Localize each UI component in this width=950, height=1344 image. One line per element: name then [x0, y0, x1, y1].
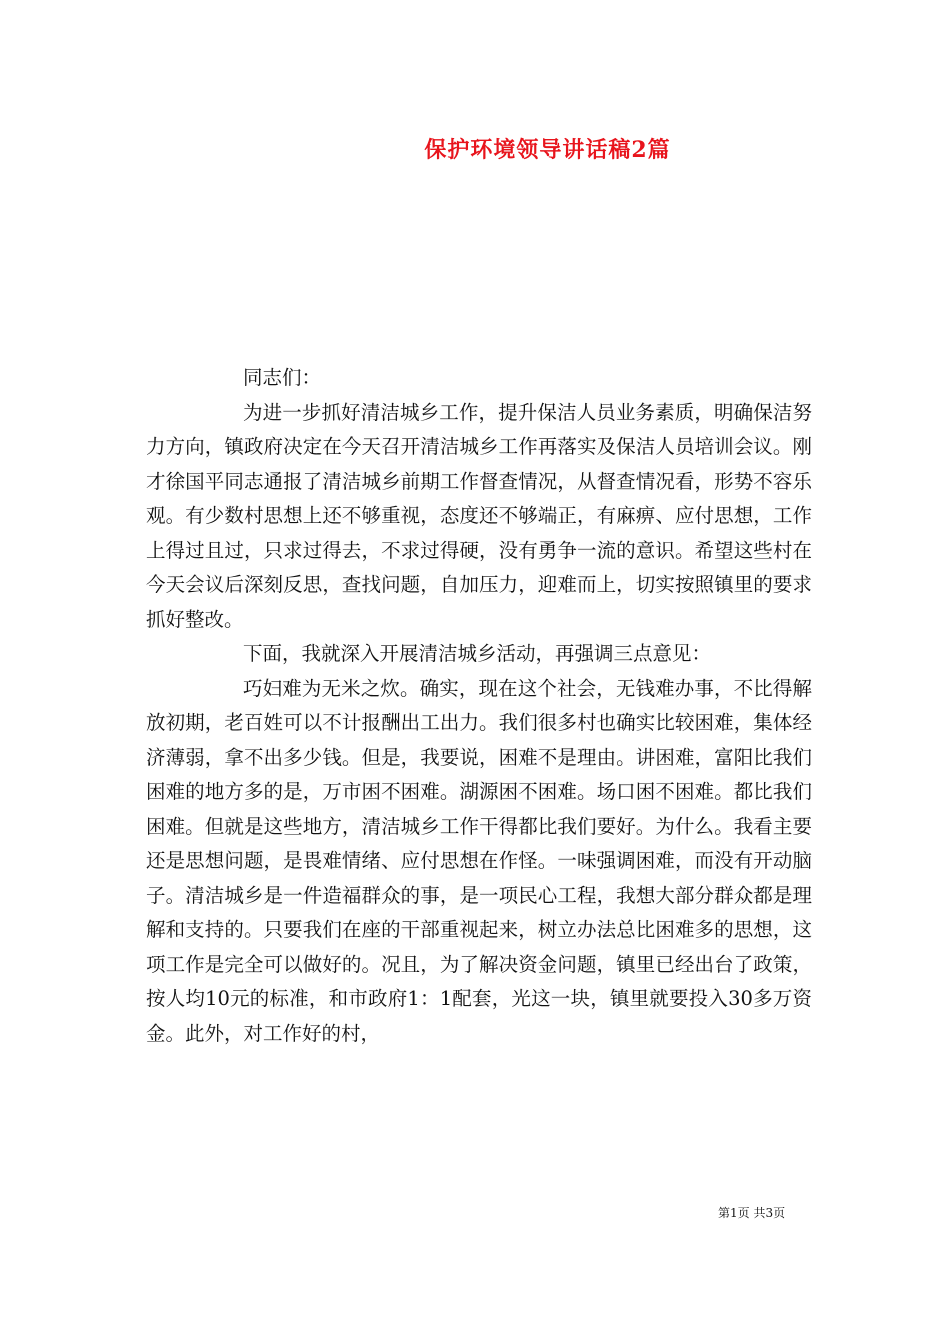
paragraph-transition: 下面，我就深入开展清洁城乡活动，再强调三点意见：: [243, 642, 712, 665]
document-title: 保护环境领导讲话稿2篇: [424, 137, 671, 163]
paragraph-opening: 为进一步抓好清洁城乡工作，提升保洁人员业务素质，明确保洁努力方向，镇政府决定在今天召开清洁城乡工作再落实及保洁人员培训会议。刚才徐国平同志通报了清洁城乡前期工作督查情况，从督查情况看，形势不容乐观。有少数村思想上还不够重视，态度还不够端正，有麻痹、应付思想，工作上得过且过，只求过得去，不求过得硬，没有勇争一流的意识。希望这些村在今天会议后深刻反思，查找问题，自加压力，迎难而上，切实按照镇里的要求抓好整改。: [146, 400, 812, 631]
document-body: [146, 361, 812, 1051]
page-footer: 第1页 共3页: [718, 1206, 786, 1220]
paragraph-salutation: 同志们：: [243, 366, 322, 389]
paragraph-point-one: 巧妇难为无米之炊。确实，现在这个社会，无钱难办事，不比得解放初期，老百姓可以不计报酬出工出力。我们很多村也确实比较困难，集体经济薄弱，拿不出多少钱。但是，我要说，困难不是理由。讲困难，富阳比我们困难的地方多的是，万市困不困难。湖源困不困难。场口困不困难。都比我们困难。但就是这些地方，清洁城乡工作干得都比我们要好。为什么。我看主要还是思想问题，是畏难情绪、应付思想在作怪。一味强调困难，而没有开动脑子。清洁城乡是一件造福群众的事，是一项民心工程，我想大部分群众都是理解和支持的。只要我们在座的干部重视起来，树立办法总比困难多的思想，这项工作是完全可以做好的。况且，为了解决资金问题，镇里已经出台了政策，按人均10元的标准，和市政府1：1配套，光这一块，镇里就要投入30多万资金。此外，对工作好的村，: [146, 676, 812, 1045]
